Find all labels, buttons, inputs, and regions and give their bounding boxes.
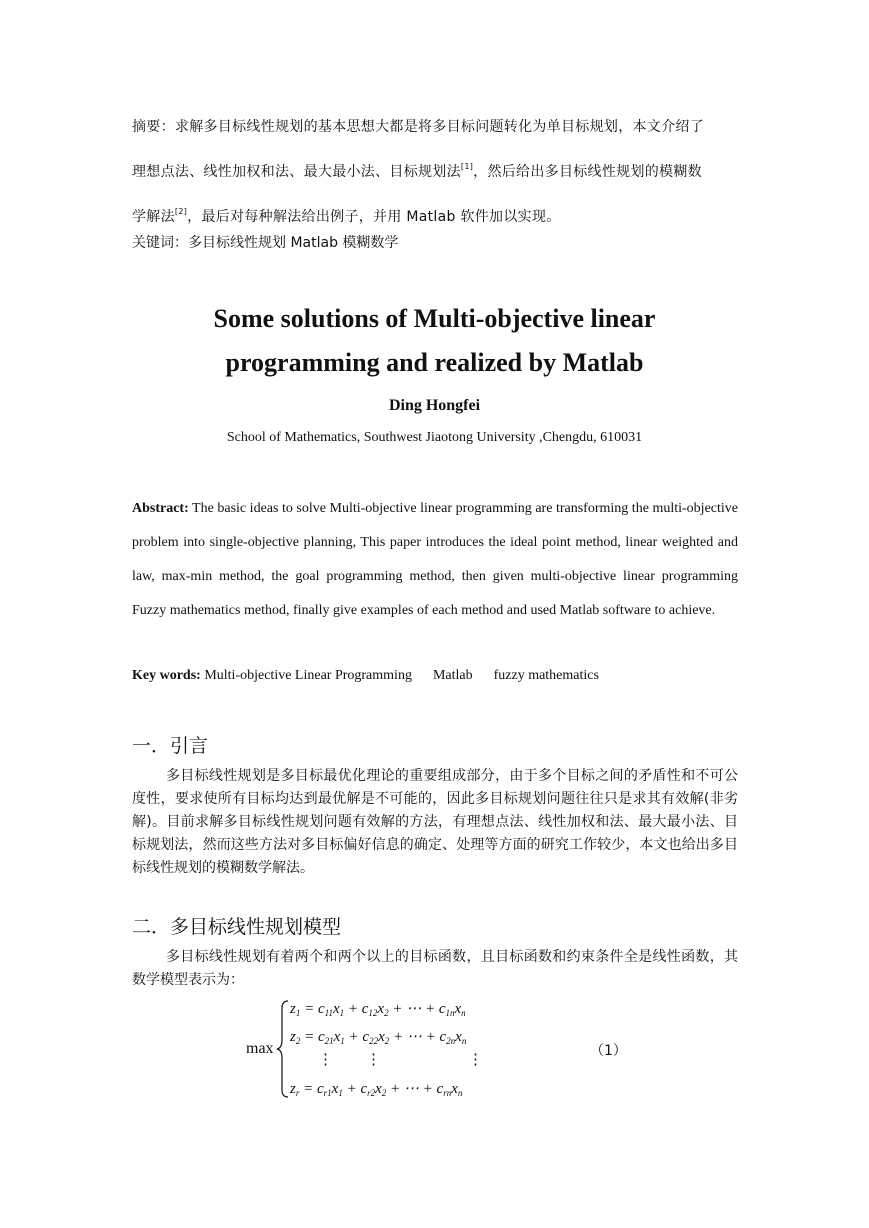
- abstract-text: The basic ideas to solve Multi-objective linear programming are transforming the multi-objective problem into single-objective planning, This paper introduces the ideal point method, linear weighted and law, max-min method, the goal programming method, then given multi-objective linear programming Fuzzy mathematics method, finally give examples of each method and used Matlab software to achieve.: [132, 501, 738, 618]
- chinese-abstract-line-2: [132, 147, 738, 192]
- chinese-abstract-line-3: [132, 192, 738, 237]
- chinese-keywords: 关键词：多目标线性规划 Matlab 模糊数学: [132, 235, 399, 251]
- english-abstract: [132, 492, 738, 628]
- paper-page: 摘要：求解多目标线性规划的基本思想大都是将多目标问题转化为单目标规划，本文介绍了 理想点法、线性加权和法、最大最小法、目标规划法[1]，然后给出多目标线性规划的模糊数 学解法[2]，最后对每种解法给出例子，并用 Matlab 软件加以实现。 关键词：多目标线性规划 Matlab 模糊数学 Some solutions of Multi-objective linear programming and realized by Matlab Ding Hongfei School of Mathematics, Southwest Jiaotong University ,Chengdu, 610031 Abstract: The basic ideas to solve Multi-objective linear programming are transforming the multi-objective problem into single-objective planning, This paper introduces the ideal point method, linear weighted and law, max-min method, the goal programming method, then given multi-objective linear programming Fuzzy mathematics method, finally give examples of each method and used Matlab software to achieve. Key words: Multi-objective Linear Programming Matlab fuzzy mathematics 一．引言 多目标线性规划是多目标最优化理论的重要组成部分，由于多个目标之间的矛盾性和不可公度性，要求使所有目标均达到最优解是不可能的，因此多目标规划问题往往只是求其有效解(非劣解)。目前求解多目标线性规划问题有效解的方法，有理想点法、线性加权和法、最大最小法、目标规划法，然而这些方法对多目标偏好信息的确定、处理等方面的研究工作较少，本文也给出多目标线性规划的模糊数学解法。 二．多目标线性规划模型 多目标线性规划有着两个和两个以上的目标函数，且目标函数和约束条件全是线性函数，其数学模型表示为： max $z_1 = c_{11}x_1 + c_{12}x_2$ + ⋯ + $c_{1n}x_n$ $z_2 = c_{21}x_1 + c_{22}x_2$ + ⋯ + $c_{2n}x_n$ ⋮ ⋮ ⋮ $z_r = c_{r1}x_1 + c_{r2}x_2$ + ⋯ + $c_{rn}x_n$ （1）: [0, 0, 869, 1228]
- author-name: Ding Hongfei: [388, 397, 481, 414]
- english-title-line-2: programming and realized by Matlab: [225, 348, 644, 377]
- section-1-heading: 一．引言: [132, 735, 209, 757]
- english-keywords: [132, 668, 599, 684]
- keywords-label: Key words:: [132, 668, 201, 683]
- author-affiliation: School of Mathematics, Southwest Jiaotong University ,Chengdu, 610031: [226, 430, 643, 445]
- keywords-text: Multi-objective Linear Programming Matlab fuzzy mathematics: [200, 668, 599, 683]
- equation-row-r: $z_r = c_{r1}x_1 + c_{r2}x_2$ + ⋯ + $c_{rn}x_n$: [290, 1081, 463, 1098]
- chinese-abstract-text: 学解法: [132, 209, 175, 225]
- chinese-abstract-text: ，然后给出多目标线性规划的模糊数: [473, 164, 702, 180]
- citation-ref-2: [2]: [174, 207, 188, 216]
- section-1-body: 多目标线性规划是多目标最优化理论的重要组成部分，由于多个目标之间的矛盾性和不可公度性，要求使所有目标均达到最优解是不可能的，因此多目标规划问题往往只是求其有效解(非劣解)。目前求解多目标线性规划问题有效解的方法，有理想点法、线性加权和法、最大最小法、目标规划法，然而这些方法对多目标偏好信息的确定、处理等方面的研究工作较少，本文也给出多目标线性规划的模糊数学解法。: [132, 768, 738, 876]
- left-brace-icon: [276, 1000, 290, 1098]
- english-title-line-1: Some solutions of Multi-objective linear: [213, 304, 656, 333]
- chinese-abstract-text: ，最后对每种解法给出例子，并用 Matlab 软件加以实现。: [187, 209, 561, 225]
- equation-row-1: $z_1 = c_{11}x_1 + c_{12}x_2$ + ⋯ + $c_{1n}x_n$: [290, 1001, 466, 1018]
- section-2-heading: 二．多目标线性规划模型: [132, 916, 342, 938]
- max-operator: max: [246, 1040, 274, 1057]
- equation-number: （1）: [590, 1043, 627, 1059]
- section-2-body: 多目标线性规划有着两个和两个以上的目标函数，且目标函数和约束条件全是线性函数，其数学模型表示为：: [132, 949, 738, 988]
- equation-row-2: $z_2 = c_{21}x_1 + c_{22}x_2$ + ⋯ + $c_{2n}x_n$: [290, 1029, 467, 1046]
- chinese-abstract-line-1: 摘要：求解多目标线性规划的基本思想大都是将多目标问题转化为单目标规划，本文介绍了: [132, 119, 704, 135]
- citation-ref-1: [1]: [460, 162, 474, 171]
- chinese-abstract-text: 理想点法、线性加权和法、最大最小法、目标规划法: [132, 164, 461, 180]
- chinese-abstract: [132, 108, 738, 237]
- abstract-label: Abstract:: [132, 501, 189, 516]
